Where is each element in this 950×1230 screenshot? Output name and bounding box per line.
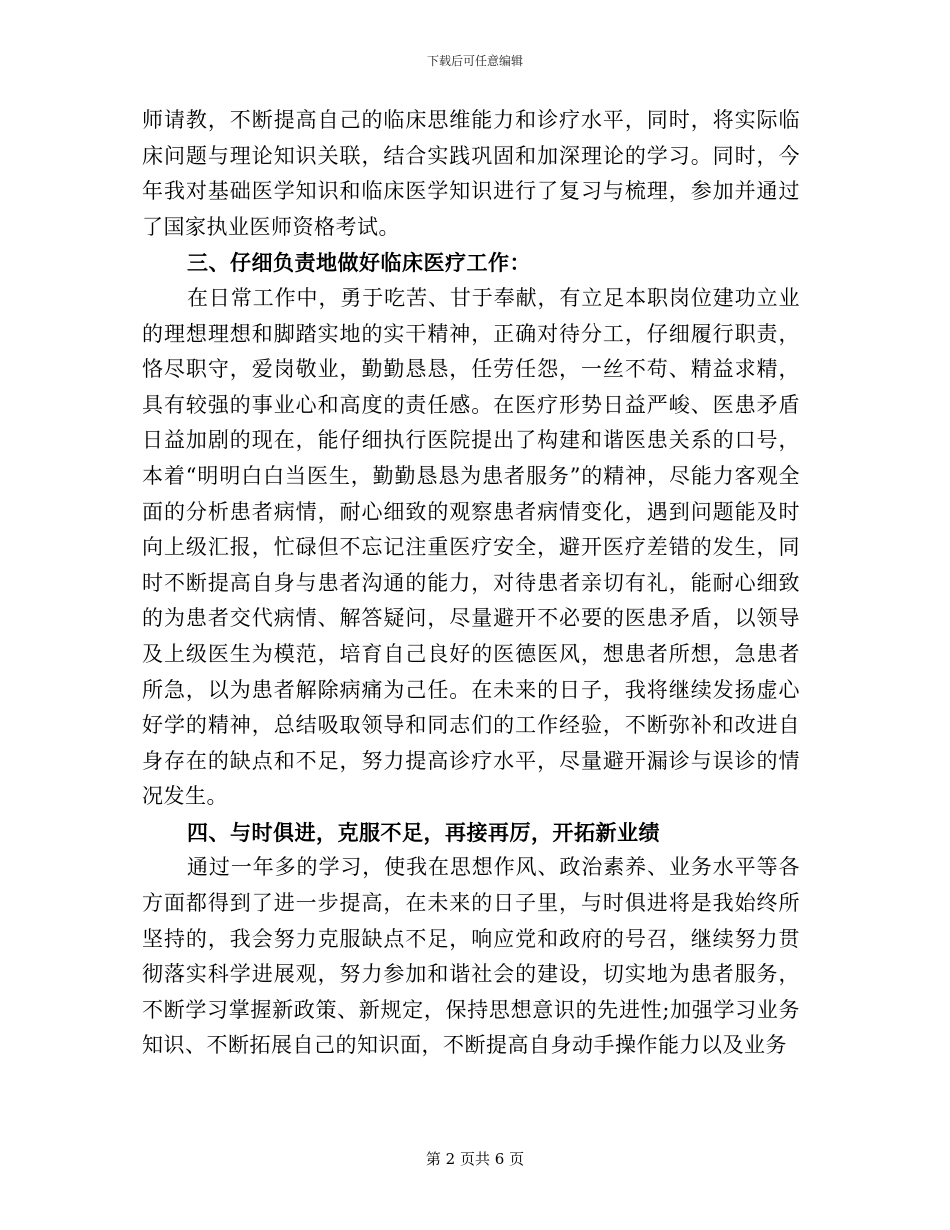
page-header-note: 下载后可任意编辑 <box>426 54 523 68</box>
paragraph-continued: 师请教，不断提高自己的临床思维能力和诊疗水平，同时，将实际临床问题与理论知识关联，结合实践巩固和加深理论的学习。同时，今年我对基础医学知识和临床医学知识进行了复习与梳理，参加并通过了国家执业医师资格考试。 <box>142 108 800 239</box>
section-heading-4: 四、与时俱进，克服不足，再接再厉，开拓新业绩 <box>187 819 660 845</box>
document-body <box>142 103 800 1064</box>
section-heading-3: 三、仔细负责地做好临床医疗工作： <box>187 250 531 276</box>
paragraph-section-3: 在日常工作中，勇于吃苦、甘于奉献，有立足本职岗位建功立业的理想理想和脚踏实地的实干精神，正确对待分工，仔细履行职责，恪尽职守，爱岗敬业，勤勤恳恳，任劳任怨，一丝不苟、精益求精，具有较强的事业心和高度的责任感。在医疗形势日益严峻、医患矛盾日益加剧的现在，能仔细执行医院提出了构建和谐医患关系的口号，本着“明明白白当医生，勤勤恳恳为患者服务”的精神，尽能力客观全面的分析患者病情，耐心细致的观察患者病情变化，遇到问题能及时向上级汇报，忙碌但不忘记注重医疗安全，避开医疗差错的发生，同时不断提高自身与患者沟通的能力，对待患者亲切有礼，能耐心细致的为患者交代病情、解答疑问，尽量避开不必要的医患矛盾，以领导及上级医生为模范，培育自己良好的医德医风，想患者所想，急患者所急，以为患者解除病痛为己任。在未来的日子，我将继续发扬虚心好学的精神，总结吸取领导和同志们的工作经验，不断弥补和改进自身存在的缺点和不足，努力提高诊疗水平，尽量避开漏诊与误诊的情况发生。 <box>142 285 800 809</box>
paragraph-section-4: 通过一年多的学习，使我在思想作风、政治素养、业务水平等各方面都得到了进一步提高，在未来的日子里，与时俱进将是我始终所坚持的，我会努力克服缺点不足，响应党和政府的号召，继续努力贯彻落实科学进展观，努力参加和谐社会的建设，切实地为患者服务，不断学习掌握新政策、新规定，保持思想意识的先进性;加强学习业务知识、不断拓展自己的知识面，不断提高自身动手操作能力以及业务 <box>142 855 800 1058</box>
page-number-footer: 第 2 页共 6 页 <box>425 1150 525 1168</box>
